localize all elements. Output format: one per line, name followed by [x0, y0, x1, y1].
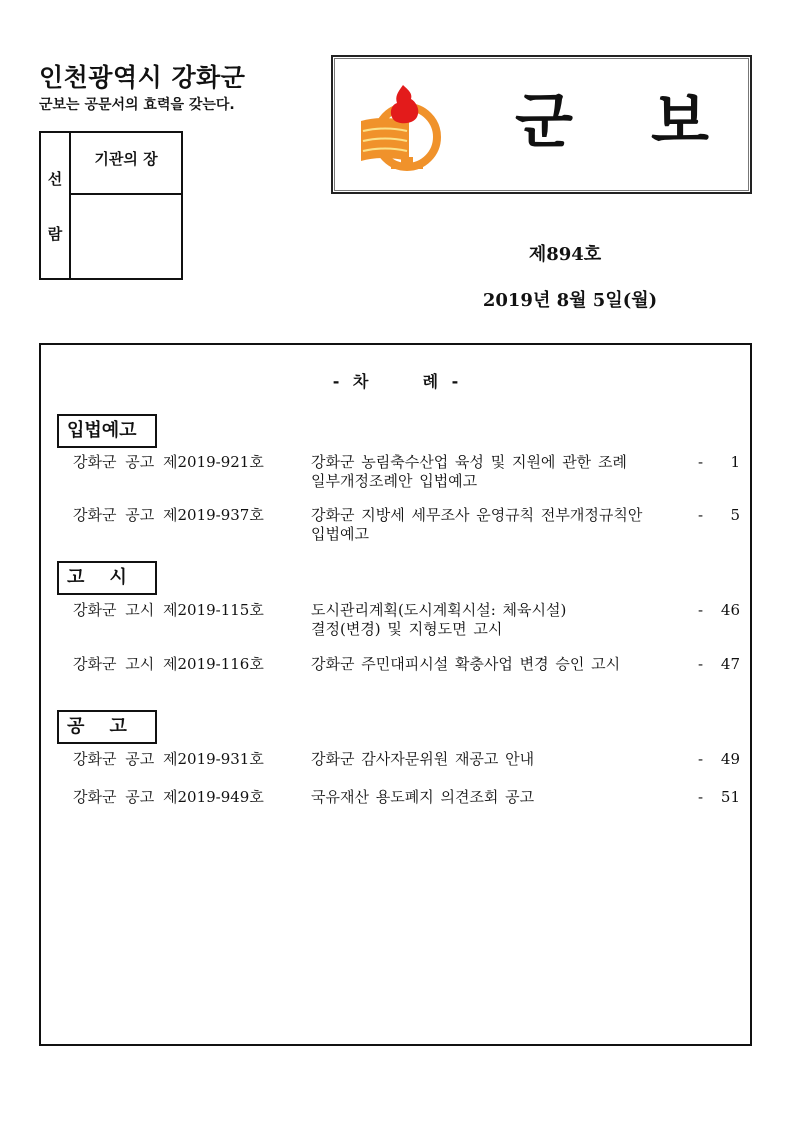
entry-number: 강화군 공고 제2019-937호: [73, 506, 264, 524]
entry-title: [311, 453, 696, 491]
entry-number: 강화군 공고 제2019-921호: [73, 453, 264, 471]
entry-title: [311, 601, 696, 639]
entry-title-line: 강화군 감사자문위원 재공고 안내: [311, 750, 535, 768]
issue-number: 제894호: [528, 244, 602, 265]
entry-page: 51: [720, 788, 740, 806]
gangwha-emblem-icon: [357, 79, 447, 173]
entry-title-line: 강화군 주민대피시설 확충사업 변경 승인 고시: [311, 655, 621, 673]
entry-title-line: 도시관리계획(도시계획시설: 체육시설): [311, 601, 567, 619]
entry-leader: -: [698, 655, 704, 673]
entry-title: [311, 506, 696, 544]
masthead-title-char-2: 보: [651, 87, 709, 157]
entry-title: [311, 788, 696, 807]
toc-title: - 차 례 -: [332, 372, 459, 391]
entry-number: 강화군 공고 제2019-949호: [73, 788, 264, 806]
entry-title-line: 강화군 지방세 세무조사 운영규칙 전부개정규칙안: [311, 506, 643, 524]
entry-number: 강화군 공고 제2019-931호: [73, 750, 264, 768]
issue-date: 2019년 8월 5일(월): [482, 290, 658, 311]
entry-page: 1: [730, 453, 740, 471]
entry-leader: -: [698, 453, 704, 471]
gazette-subtitle: 군보는 공문서의 효력을 갖는다.: [39, 97, 235, 113]
review-head-label: 기관의 장: [71, 133, 181, 195]
entry-title-line: 강화군 농림축수산업 육성 및 지원에 관한 조례: [311, 453, 627, 471]
entry-title-line: 일부개정조례안 입법예고: [311, 472, 478, 490]
org-name: 인천광역시 강화군: [39, 63, 246, 92]
entry-page: 46: [720, 601, 740, 619]
entry-title-line: 결정(변경) 및 지형도면 고시: [311, 620, 503, 638]
entry-title: [311, 750, 696, 769]
entry-leader: -: [698, 506, 704, 524]
masthead: [331, 55, 752, 194]
entry-title-line: 국유재산 용도폐지 의견조회 공고: [311, 788, 535, 806]
entry-page: 5: [730, 506, 740, 524]
section-label-announcement: 공 고: [57, 710, 157, 744]
table-of-contents: [39, 343, 752, 1046]
review-side-char-2: 람: [47, 225, 63, 243]
entry-leader: -: [698, 750, 704, 768]
review-side-char-1: 선: [47, 170, 63, 188]
masthead-title-char-1: 군: [515, 87, 573, 157]
entry-leader: -: [698, 788, 704, 806]
entry-number: 강화군 고시 제2019-115호: [73, 601, 264, 619]
entry-number: 강화군 고시 제2019-116호: [73, 655, 264, 673]
section-label-legislative-notice: 입법예고: [57, 414, 157, 448]
entry-page: 49: [720, 750, 740, 768]
entry-leader: -: [698, 601, 704, 619]
section-label-public-notice: 고 시: [57, 561, 157, 595]
entry-title: [311, 655, 696, 674]
entry-title-line: 입법예고: [311, 525, 369, 543]
entry-page: 47: [720, 655, 740, 673]
